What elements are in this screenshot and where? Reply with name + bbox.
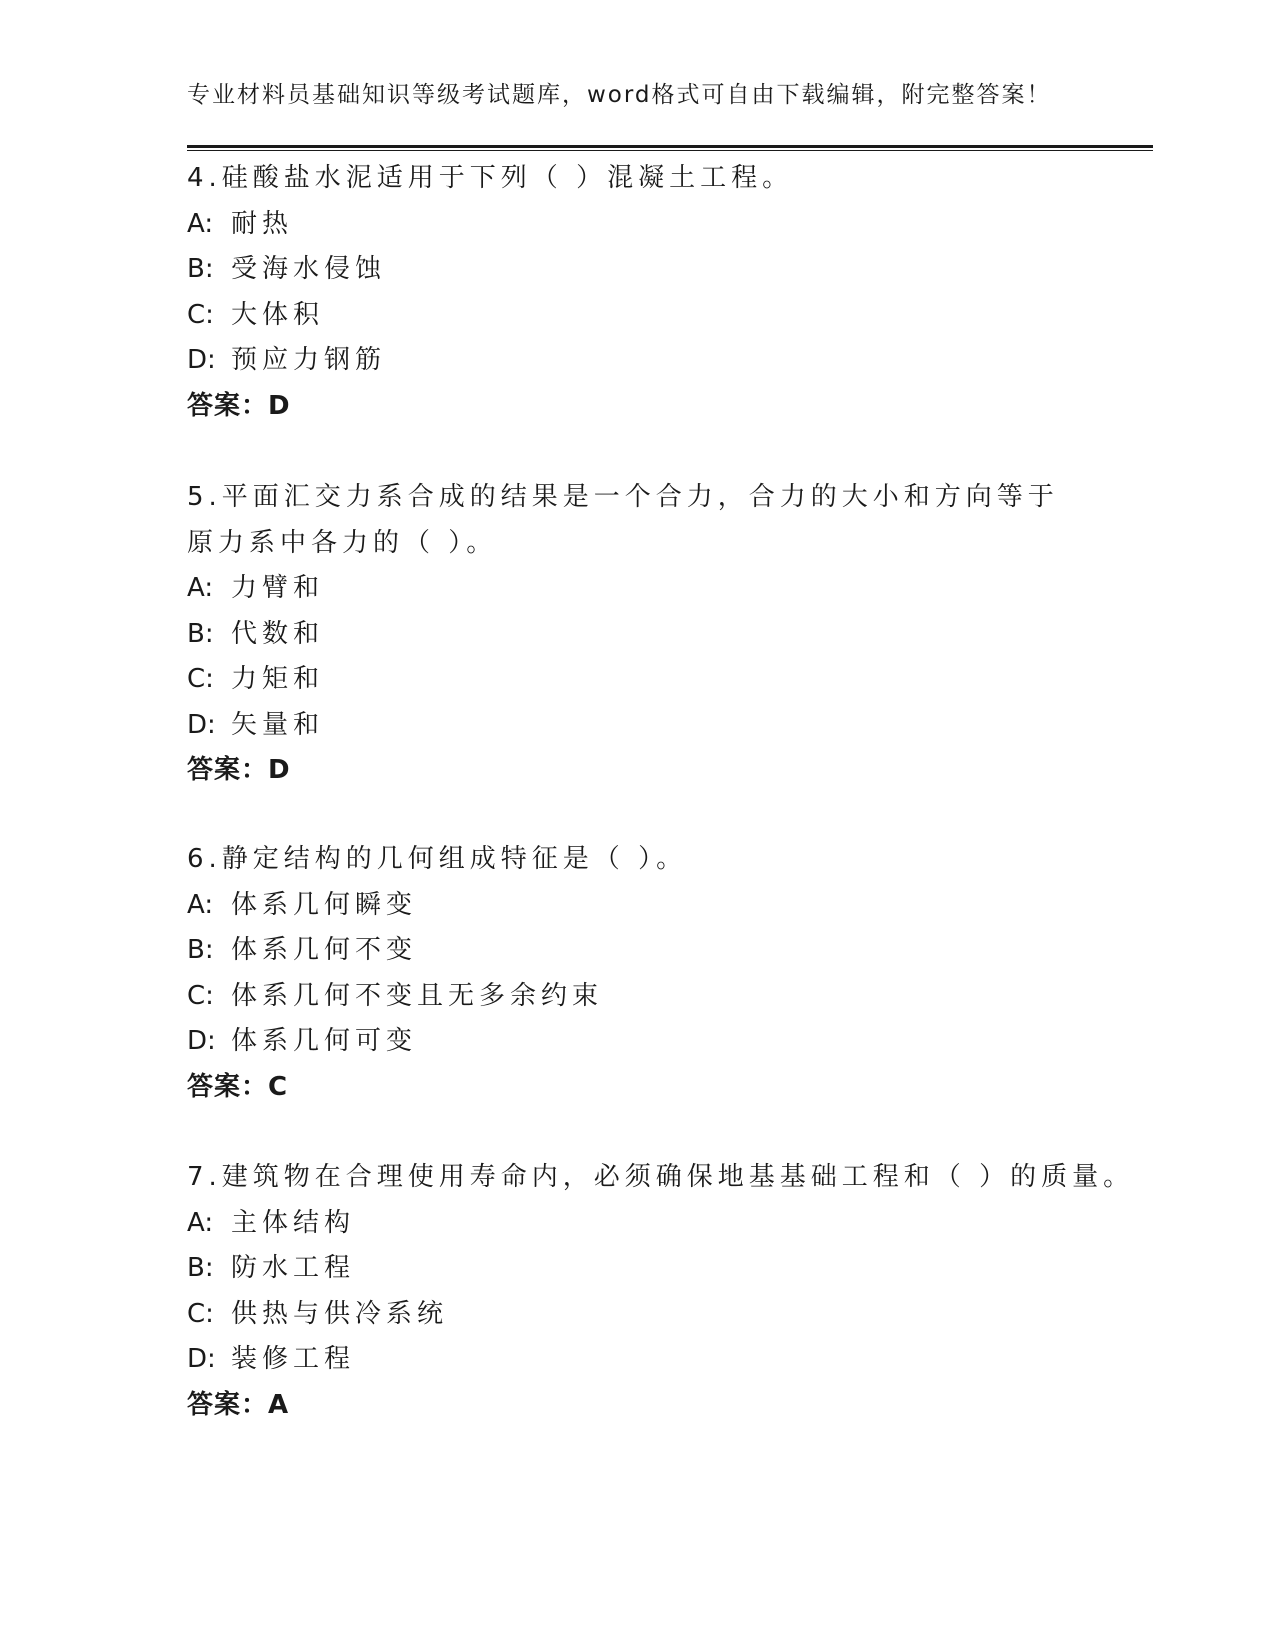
option-text: 受海水侵蚀 — [231, 254, 387, 284]
option-letter: C: — [187, 299, 214, 330]
option-letter: C: — [187, 980, 214, 1011]
option-text: 力矩和 — [231, 664, 325, 694]
option-letter: D: — [187, 345, 216, 375]
option-letter: B: — [187, 254, 214, 284]
option-c — [187, 1292, 1087, 1338]
option-b — [187, 612, 1067, 658]
option-letter: C: — [187, 664, 214, 694]
question-block — [187, 1155, 1135, 1428]
option-a — [187, 202, 1087, 248]
question-title: 7.建筑物在合理使用寿命内，必须确保地基基础工程和（ ）的质量。 — [187, 1162, 1135, 1192]
option-letter: B: — [187, 1253, 214, 1283]
option-text: 主体结构 — [231, 1207, 356, 1238]
option-letter: C: — [187, 1298, 214, 1329]
question-block — [187, 156, 1087, 429]
option-a — [187, 566, 1067, 612]
option-text: 装修工程 — [231, 1344, 356, 1374]
option-letter: A: — [187, 208, 214, 239]
option-d — [187, 1337, 1087, 1383]
option-text: 力臂和 — [231, 573, 325, 603]
option-letter: D: — [187, 1026, 216, 1056]
header-divider — [187, 145, 1153, 151]
option-text: 预应力钢筋 — [231, 345, 387, 375]
question-title: 4.硅酸盐水泥适用于下列（ ）混凝土工程。 — [187, 163, 794, 193]
option-text: 体系几何瞬变 — [231, 889, 418, 920]
option-c — [187, 657, 1067, 703]
option-text: 体系几何不变且无多余约束 — [231, 980, 604, 1011]
option-letter: A: — [187, 1207, 214, 1238]
option-letter: B: — [187, 935, 214, 965]
option-text: 体系几何可变 — [231, 1026, 418, 1056]
option-a — [187, 883, 1087, 929]
option-b — [187, 1246, 1087, 1292]
page-header: 专业材料员基础知识等级考试题库，word格式可自由下载编辑，附完整答案！ — [187, 82, 1052, 108]
answer-line: 答案：D — [187, 390, 291, 421]
option-c — [187, 293, 1087, 339]
option-b — [187, 247, 1087, 293]
option-letter: A: — [187, 573, 214, 603]
question-title: 6.静定结构的几何组成特征是（ ）。 — [187, 844, 688, 874]
option-text: 耐热 — [231, 208, 294, 239]
option-text: 矢量和 — [231, 709, 325, 740]
option-b — [187, 928, 1087, 974]
option-d — [187, 338, 1087, 384]
option-text: 供热与供冷系统 — [231, 1298, 449, 1329]
option-text: 代数和 — [231, 618, 325, 649]
question-block — [187, 837, 1087, 1110]
question-title: 5.平面汇交力系合成的结果是一个合力，合力的大小和方向等于原力系中各力的（ ）。 — [187, 482, 1059, 558]
question-block — [187, 475, 1067, 794]
option-letter: A: — [187, 889, 214, 920]
answer-line: 答案：A — [187, 1389, 290, 1420]
option-d — [187, 703, 1067, 749]
option-a — [187, 1201, 1087, 1247]
answer-line: 答案：C — [187, 1071, 289, 1102]
option-c — [187, 974, 1087, 1020]
option-text: 防水工程 — [231, 1253, 356, 1283]
answer-line: 答案：D — [187, 755, 291, 785]
option-letter: D: — [187, 709, 216, 740]
option-d — [187, 1019, 1087, 1065]
option-letter: D: — [187, 1344, 216, 1374]
option-text: 体系几何不变 — [231, 935, 418, 965]
option-letter: B: — [187, 618, 214, 649]
option-text: 大体积 — [231, 299, 325, 330]
